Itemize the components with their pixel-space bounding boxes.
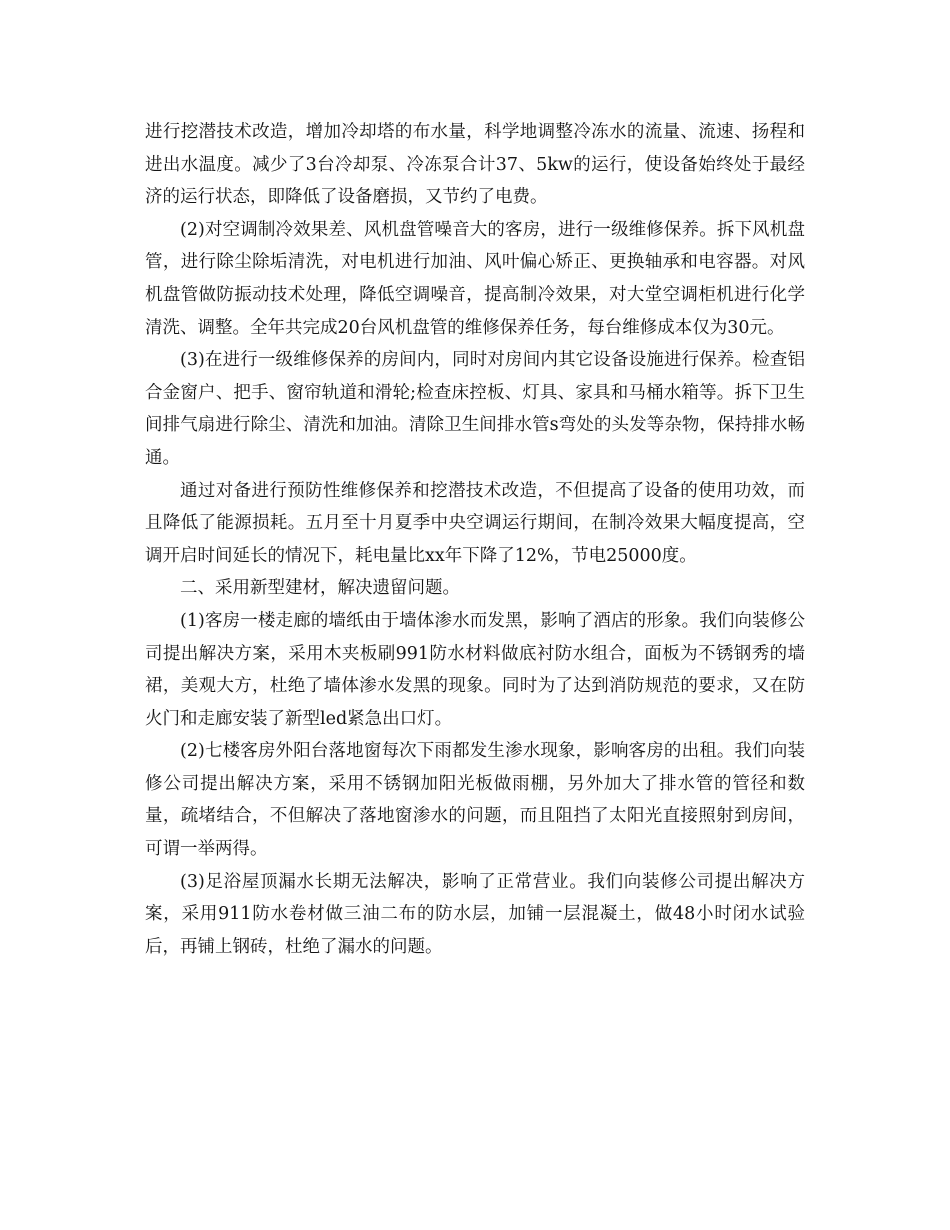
document-body bbox=[145, 116, 805, 963]
paragraph-corridor-wallpaper: (1)客房一楼走廊的墙纸由于墙体渗水而发黑，影响了酒店的形象。我们向装修公司提出解决方案，采用木夹板刷991防水材料做底衬防水组合，面板为不锈钢秀的墙裙，美观大方，杜绝了墙体渗水发黑的现象。同时为了达到消防规范的要求，又在防火门和走廊安装了新型led紧急出口灯。 bbox=[145, 610, 805, 729]
paragraph-balcony-window: (2)七楼客房外阳台落地窗每次下雨都发生渗水现象，影响客房的出租。我们向装修公司提出解决方案，采用不锈钢加阳光板做雨棚，另外加大了排水管的管径和数量，疏堵结合，不但解决了落地窗渗水的问题，而且阻挡了太阳光直接照射到房间，可谓一举两得。 bbox=[145, 741, 805, 860]
section-heading-new-materials: 二、采用新型建材，解决遗留问题。 bbox=[180, 578, 460, 599]
paragraph-cooling-tower: 进行挖潜技术改造，增加冷却塔的布水量，科学地调整冷冻水的流量、流速、扬程和进出水温度。减少了3台冷却泵、冷冻泵合计37、5kw的运行，使设备始终处于最经济的运行状态，即降低了设备磨损，又节约了电费。 bbox=[145, 122, 805, 208]
paragraph-energy-saving-summary: 通过对备进行预防性维修保养和挖潜技术改造，不但提高了设备的使用功效，而且降低了能源损耗。五月至十月夏季中央空调运行期间，在制冷效果大幅度提高，空调开启时间延长的情况下，耗电量比xx年下降了12%，节电25000度。 bbox=[145, 480, 805, 566]
paragraph-fan-coil-maintenance: (2)对空调制冷效果差、风机盘管噪音大的客房，进行一级维修保养。拆下风机盘管，进行除尘除垢清洗，对电机进行加油、风叶偏心矫正、更换轴承和电容器。对风机盘管做防振动技术处理，降低空调噪音，提高制冷效果，对大堂空调柜机进行化学清洗、调整。全年共完成20台风机盘管的维修保养任务，每台维修成本仅为30元。 bbox=[145, 219, 805, 338]
paragraph-foot-bath-roof: (3)足浴屋顶漏水长期无法解决，影响了正常营业。我们向装修公司提出解决方案，采用911防水卷材做三油二布的防水层，加铺一层混凝土，做48小时闭水试验后，再铺上钢砖，杜绝了漏水的问题。 bbox=[145, 871, 805, 957]
paragraph-room-facility-maintenance: (3)在进行一级维修保养的房间内，同时对房间内其它设备设施进行保养。检查铝合金窗户、把手、窗帘轨道和滑轮;检查床控板、灯具、家具和马桶水箱等。拆下卫生间排气扇进行除尘、清洗和加油。清除卫生间排水管s弯处的头发等杂物，保持排水畅通。 bbox=[145, 350, 805, 468]
